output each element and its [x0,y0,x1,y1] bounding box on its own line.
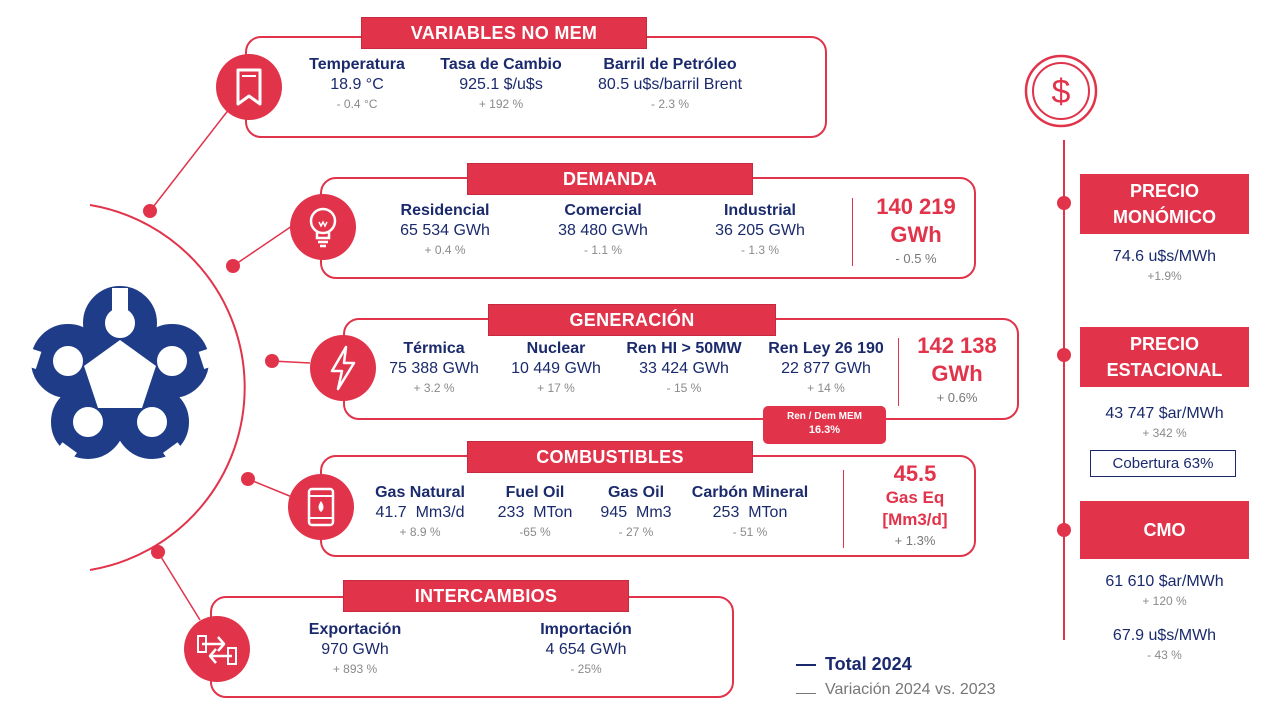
total-value: 140 219 [876,194,956,219]
item-value: 75 388 GWh [389,360,479,377]
variable-barril [580,56,760,111]
variable-tasa-cambio [426,56,576,111]
ren-dem-badge [763,406,886,444]
price-value: 67.9 u$s/MWh [1112,627,1217,644]
item-value: 945 Mm3 [600,504,672,521]
divider [843,470,844,548]
item-value: 33 424 GWh [639,360,729,377]
item-value: 38 480 GWh [558,222,648,239]
demanda-industrial [695,202,825,257]
arc-node [241,472,255,486]
generacion-nuclear [492,340,620,395]
item-name: Residencial [400,202,490,219]
combustible-gas-oil [588,484,684,539]
demanda-residencial [380,202,510,257]
legend-variation [796,679,1056,701]
combustibles-total [855,461,975,548]
intercambio-importacion [521,621,651,676]
total-value: 45.5 [893,461,937,486]
combustible-fuel-oil [480,484,590,539]
item-value: 22 877 GWh [781,360,871,377]
timeline-dot [1057,523,1071,537]
variables-title: VARIABLES NO MEM [361,17,647,49]
ren-dem-value: 16.3% [808,424,841,436]
svg-text:$: $ [1051,73,1071,111]
arc-node [265,354,279,368]
item-value: 80.5 u$s/barril Brent [597,76,743,93]
fuel-barrel-icon [288,474,354,540]
item-value: 970 GWh [321,641,389,658]
price-delta: + 342 % [1142,426,1187,440]
intercambio-exportacion [290,621,420,676]
lightbulb-icon [290,194,356,260]
item-value: 41.7 Mm3/d [375,504,465,521]
item-delta: - 1.1 % [583,243,622,257]
generacion-icon-circle [310,335,376,401]
variable-temperatura [292,56,422,111]
price-delta: +1.9% [1147,269,1182,283]
generacion-title: GENERACIÓN [488,304,776,336]
dollar-coin-icon [1022,52,1100,130]
cobertura-box: Cobertura 63% [1090,450,1236,477]
legend-total [796,654,1056,676]
bookmark-icon [216,54,282,120]
item-delta: - 0.4 °C [336,97,378,111]
item-delta: - 27 % [618,525,654,539]
divider [852,198,853,266]
item-value: 233 MTon [497,504,573,521]
item-delta: + 3.2 % [413,381,455,395]
item-name: Exportación [308,621,402,638]
item-value: 4 654 GWh [545,641,627,658]
item-name: Ren HI > 50MW [626,340,742,357]
combustible-gas-natural [357,484,483,539]
item-delta: - 51 % [732,525,768,539]
legend [796,654,1056,701]
arc-node [226,259,240,273]
price-value: 61 610 $ar/MWh [1105,573,1224,590]
item-delta: + 17 % [537,381,575,395]
item-name: Gas Oil [607,484,665,501]
arc-node [151,545,165,559]
item-value: 925.1 $/u$s [459,76,543,93]
item-name: Tasa de Cambio [440,56,562,73]
item-value: 18.9 °C [330,76,384,93]
item-name: Nuclear [526,340,586,357]
exchange-arrows-icon [184,616,250,682]
item-value: 253 MTon [712,504,788,521]
arc-node [143,204,157,218]
item-value: 65 534 GWh [400,222,490,239]
variables-icon-circle [216,54,282,120]
item-delta: + 8.9 % [399,525,441,539]
total-delta: + 1.3% [894,533,936,548]
cmo-value-usd [1080,627,1249,662]
demanda-icon-circle [290,194,356,260]
total-unit: GWh [931,361,983,386]
legend-total-label: Total 2024 [825,654,912,674]
generacion-total [898,332,1016,405]
total-value: 142 138 [917,333,997,358]
price-delta: + 120 % [1142,594,1187,608]
total-unit: Gas Eq [885,488,945,507]
intercambios-title: INTERCAMBIOS [343,580,629,612]
demanda-total [856,193,976,266]
logo-icon [21,288,220,466]
item-delta: - 1.3 % [740,243,779,257]
combustibles-icon-circle [288,474,354,540]
item-name: Temperatura [309,56,405,73]
price-value: 43 747 $ar/MWh [1105,405,1224,422]
item-name: Comercial [564,202,642,219]
item-name: Ren Ley 26 190 [768,340,884,357]
generacion-ren-ley [756,340,896,395]
item-name: Industrial [723,202,796,219]
item-name: Carbón Mineral [691,484,809,501]
demanda-comercial [538,202,668,257]
item-delta: + 192 % [478,97,524,111]
ren-dem-label: Ren / Dem MEM [786,411,862,422]
item-value: 36 205 GWh [715,222,805,239]
timeline-dot [1057,196,1071,210]
item-name: Importación [540,621,632,638]
total-delta: + 0.6% [936,390,978,405]
demanda-title: DEMANDA [467,163,753,195]
lightning-icon [310,335,376,401]
precio-monomico-value [1080,248,1249,283]
item-name: Térmica [403,340,465,357]
precio-estacional-value [1080,405,1249,440]
timeline-dot [1057,348,1071,362]
item-value: 10 449 GWh [511,360,601,377]
legend-variation-label: Variación 2024 vs. 2023 [825,681,996,698]
precio-monomico-label: PRECIO MONÓMICO [1080,174,1249,234]
total-delta: - 0.5 % [895,251,937,266]
item-delta: + 0.4 % [424,243,466,257]
combustibles-title: COMBUSTIBLES [467,441,753,473]
item-delta: - 15 % [666,381,702,395]
item-name: Barril de Petróleo [603,56,737,73]
precio-estacional-label: PRECIO ESTACIONAL [1080,327,1249,387]
item-name: Fuel Oil [505,484,565,501]
cmo-value-ars [1080,573,1249,608]
item-delta: + 14 % [807,381,845,395]
price-value: 74.6 u$s/MWh [1112,248,1217,265]
item-delta: + 893 % [332,662,378,676]
item-delta: - 2.3 % [650,97,689,111]
combustible-carbon [680,484,820,539]
item-name: Gas Natural [375,484,465,501]
price-delta: - 43 % [1147,648,1182,662]
total-unit-2: [Mm3/d] [882,510,948,529]
item-delta: - 25% [570,662,602,676]
intercambios-icon-circle [184,616,250,682]
generacion-termica [370,340,498,395]
generacion-ren-hi [616,340,752,395]
cmo-label: CMO [1080,501,1249,559]
item-delta: -65 % [519,525,551,539]
total-unit: GWh [890,222,942,247]
